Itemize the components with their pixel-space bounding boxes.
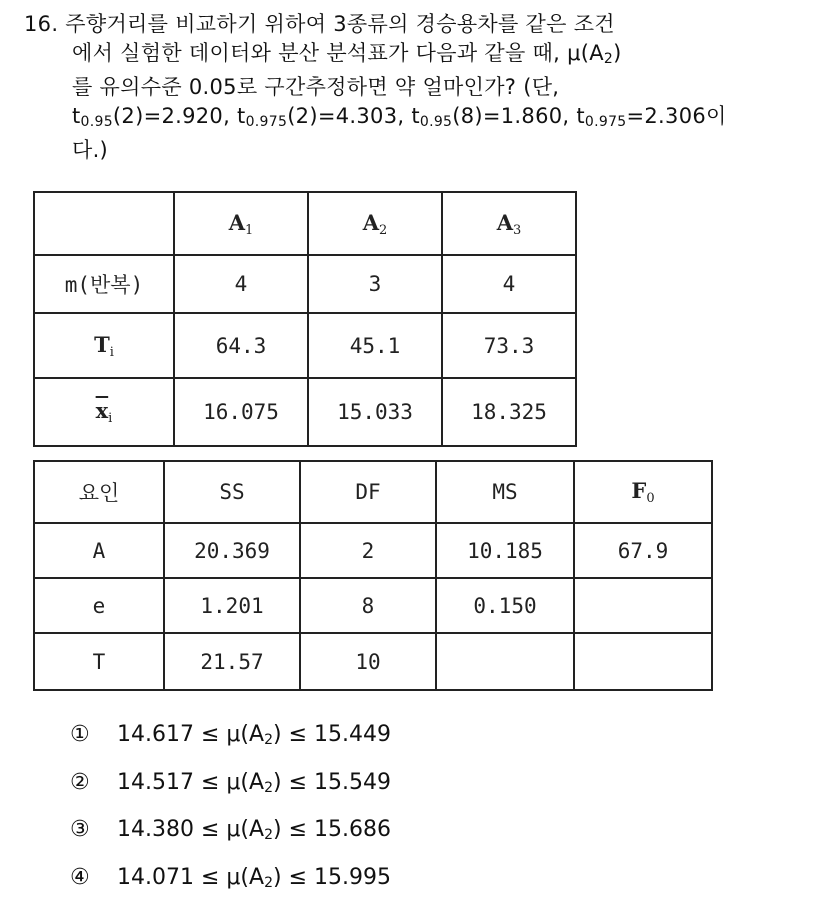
table-cell: 1.201 — [164, 578, 300, 633]
table-cell: 45.1 — [308, 313, 442, 378]
table-cell: e — [34, 578, 164, 633]
table-cell: 10 — [300, 633, 436, 690]
table-cell — [574, 633, 712, 690]
table-header-cell: A3 — [442, 192, 576, 255]
table-cell: 4 — [442, 255, 576, 313]
table-header-cell: MS — [436, 461, 574, 523]
row-label: m(반복) — [34, 255, 174, 313]
answer-option-1[interactable]: ① $14.617 \le \mu(A_2) \le 15.449$ — [70, 714, 391, 762]
table-cell: 4 — [174, 255, 308, 313]
answer-option-3[interactable]: ③ $14.380 \le \mu(A_2) \le 15.686$ — [70, 809, 391, 857]
table-header-cell: A2 — [308, 192, 442, 255]
question-line-4: $t_{0.95}(2)=2.920$, $t_{0.975}(2)=4.303$, $t_{0.95}(8)=1.860$, $t_{0.975}=2.306$이 — [24, 102, 804, 137]
table-cell: 2 — [300, 523, 436, 578]
option-number: ② — [70, 762, 110, 804]
table-header-cell: F0 — [574, 461, 712, 523]
table-cell: 18.325 — [442, 378, 576, 446]
question-line-3: 를 유의수준 0.05로 구간추정하면 약 얼마인가? (단, — [24, 73, 804, 102]
table-row — [34, 578, 712, 633]
data-table — [33, 191, 577, 447]
table-cell: 67.9 — [574, 523, 712, 578]
question-line-1: 16. 주향거리를 비교하기 위하여 3종류의 경승용차를 같은 조건 — [24, 10, 804, 39]
table-cell: 16.075 — [174, 378, 308, 446]
table-header-row — [34, 192, 576, 255]
table-cell: 3 — [308, 255, 442, 313]
table-row — [34, 255, 576, 313]
table-cell: 0.150 — [436, 578, 574, 633]
table-row — [34, 633, 712, 690]
anova-table — [33, 460, 713, 691]
table-header-row — [34, 461, 712, 523]
question-line-2: 에서 실험한 데이터와 분산 분석표가 다음과 같을 때, $\mu(A_2)$ — [24, 39, 804, 74]
question-text — [24, 10, 804, 165]
table-cell — [574, 578, 712, 633]
row-label: Ti — [34, 313, 174, 378]
table-cell: 64.3 — [174, 313, 308, 378]
question-line-5: 다.) — [24, 136, 804, 165]
table-row — [34, 523, 712, 578]
table-cell: 15.033 — [308, 378, 442, 446]
table-cell: A — [34, 523, 164, 578]
table-header-cell: A1 — [174, 192, 308, 255]
answer-options — [70, 714, 391, 904]
option-number: ④ — [70, 857, 110, 899]
table-cell: 10.185 — [436, 523, 574, 578]
table-row — [34, 378, 576, 446]
table-corner-cell — [34, 192, 174, 255]
table-cell: 20.369 — [164, 523, 300, 578]
answer-option-4[interactable]: ④ $14.071 \le \mu(A_2) \le 15.995$ — [70, 857, 391, 904]
option-number: ③ — [70, 809, 110, 851]
table-header-cell: DF — [300, 461, 436, 523]
row-label: $\overline{x}i$ — [34, 378, 174, 446]
table-cell: T — [34, 633, 164, 690]
table-cell: 8 — [300, 578, 436, 633]
table-cell: 21.57 — [164, 633, 300, 690]
table-cell — [436, 633, 574, 690]
table-cell: 73.3 — [442, 313, 576, 378]
answer-option-2[interactable]: ② $14.517 \le \mu(A_2) \le 15.549$ — [70, 762, 391, 810]
table-row — [34, 313, 576, 378]
option-number: ① — [70, 714, 110, 756]
question-number: 16. — [24, 12, 58, 36]
table-header-cell: SS — [164, 461, 300, 523]
table-header-cell: 요인 — [34, 461, 164, 523]
